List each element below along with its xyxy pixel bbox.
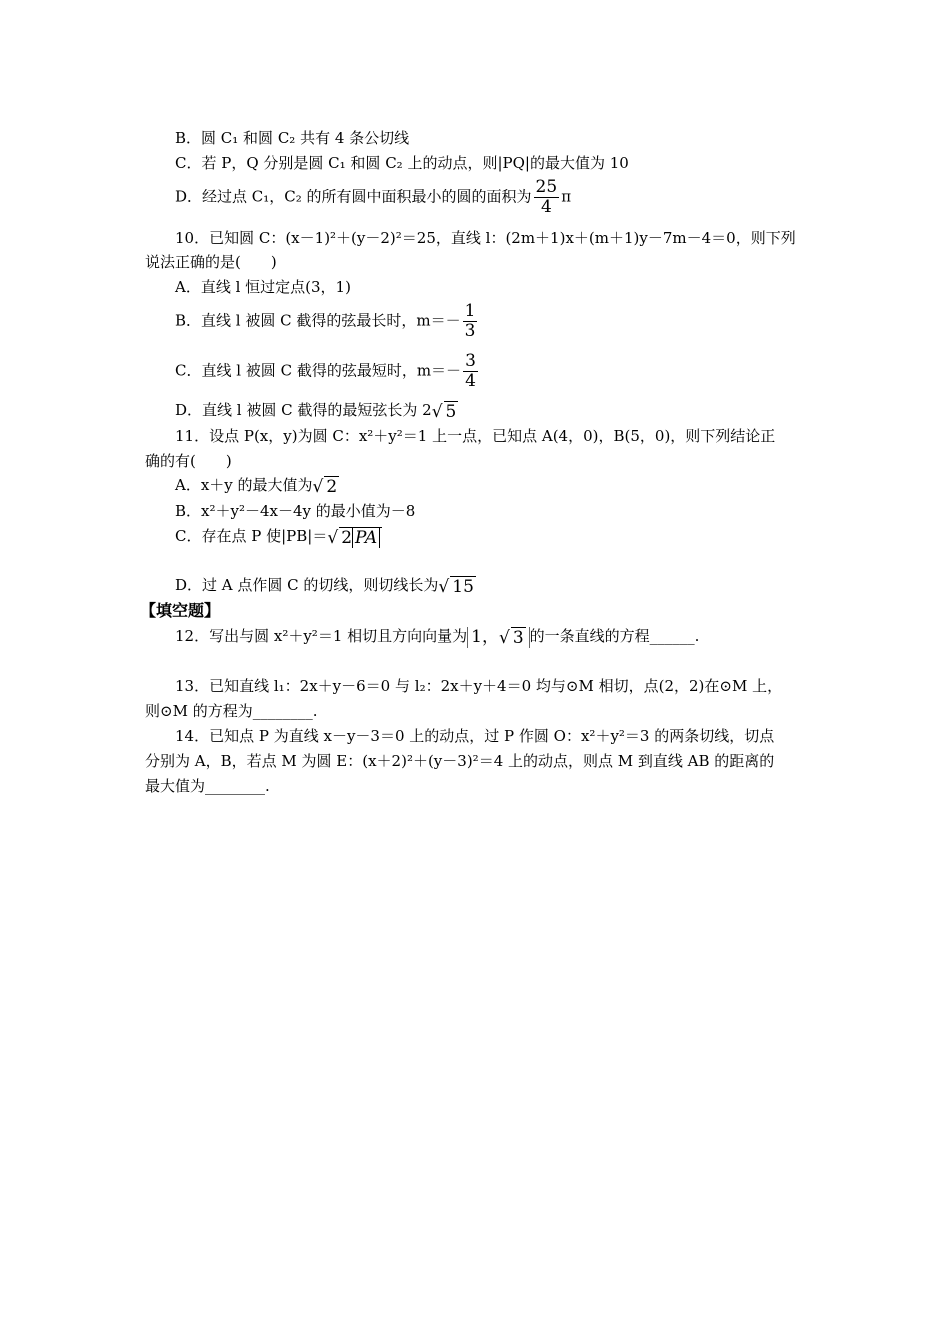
q11-c-abs [352,528,380,548]
q10-option-a: A．直线 l 恒过定点(3，1) [175,278,351,296]
q13-line1: 13．已知直线 l₁：2x＋y－6＝0 与 l₂：2x＋y＋4＝0 均与⊙M 相切，点(2，2)在⊙M 上， [175,677,783,695]
q10-d-rad-arg: 5 [445,401,457,422]
q13-line2: 则⊙M 的方程为________. [145,702,318,720]
section-heading-fill-in: 【填空题】 [140,601,221,620]
q11-d-rad-arg: 15 [452,576,474,597]
q12-vector [467,627,530,648]
q10-option-c [175,352,480,391]
q10-option-b-text: B．直线 l 被圆 C 截得的弦最长时，m＝－ [175,311,461,330]
q9-frac-num: 25 [535,177,558,197]
q12 [175,626,699,648]
q10-option-d [175,400,458,422]
q9-option-d [175,178,571,217]
q10-b-fraction [463,302,478,341]
q11-d-radical: √ 15 [438,576,474,597]
q10-b-num: 1 [464,301,476,321]
q11-option-b: B．x²＋y²－4x－4y 的最小值为－8 [175,502,416,520]
q10-b-den: 3 [464,321,476,341]
q10-stem-line2: 说法正确的是( ) [145,253,277,271]
q11-option-c [175,526,382,548]
q11-option-c-text: C．存在点 P 使|PB|＝ [175,527,328,545]
q11-option-a [175,475,339,497]
q11-a-radical: √ 2 [312,476,338,497]
q9-pi: π [561,187,572,206]
q12-vec-a: 1， [471,627,499,647]
q9-option-c: C．若 P，Q 分别是圆 C₁ 和圆 C₂ 上的动点，则|PQ|的最大值为 10 [175,154,629,172]
q9-fraction [534,178,560,217]
q11-a-rad-arg: 2 [326,476,338,497]
q10-c-num: 3 [465,351,476,371]
q10-option-d-text: D．直线 l 被圆 C 截得的最短弦长为 2 [175,401,432,419]
q9-option-b: B．圆 C₁ 和圆 C₂ 共有 4 条公切线 [175,129,410,147]
q9-frac-den: 4 [540,197,552,217]
q12-text-post: 的一条直线的方程______. [529,627,700,645]
q10-c-fraction [463,352,478,391]
q9-option-d-text: D．经过点 C₁，C₂ 的所有圆中面积最小的圆的面积为 [175,187,532,206]
q11-option-d-text: D．过 A 点作圆 C 的切线，则切线长为 [175,576,439,594]
q12-vec-radical: √ 3 [498,627,524,648]
q11-stem-line2: 确的有( ) [145,452,232,470]
q11-stem-line1: 11．设点 P(x，y)为圆 C：x²＋y²＝1 上一点，已知点 A(4，0)，B(5，0)，则下列结论正 [175,427,776,445]
q14-line1: 14．已知点 P 为直线 x－y－3＝0 上的动点，过 P 作圆 O：x²＋y²＝3 的两条切线，切点 [175,727,775,745]
q10-stem-line1: 10．已知圆 C：(x－1)²＋(y－2)²＝25，直线 l：(2m＋1)x＋(m＋1)y－7m－4＝0，则下列 [175,229,796,247]
q10-d-radical: √ 5 [431,401,457,422]
q14-line2: 分别为 A，B，若点 M 为圆 E：(x＋2)²＋(y－3)²＝4 上的动点，则点 M 到直线 AB 的距离的 [145,752,775,770]
q11-c-radical: √ 2 PA [327,527,382,548]
q12-text-pre: 12．写出与圆 x²＋y²＝1 相切且方向向量为 [175,627,468,645]
q12-vec-rad-arg: 3 [512,627,524,648]
q10-option-b [175,302,479,341]
q10-option-c-text: C．直线 l 被圆 C 截得的弦最短时，m＝－ [175,361,462,380]
q11-c-rad-arg: 2 [341,527,353,548]
q11-c-abs-text: PA [355,527,378,548]
q11-option-d [175,575,476,597]
q11-option-a-text: A．x＋y 的最大值为 [175,476,313,494]
q14-line3: 最大值为________. [145,777,270,795]
q10-c-den: 4 [465,371,476,391]
